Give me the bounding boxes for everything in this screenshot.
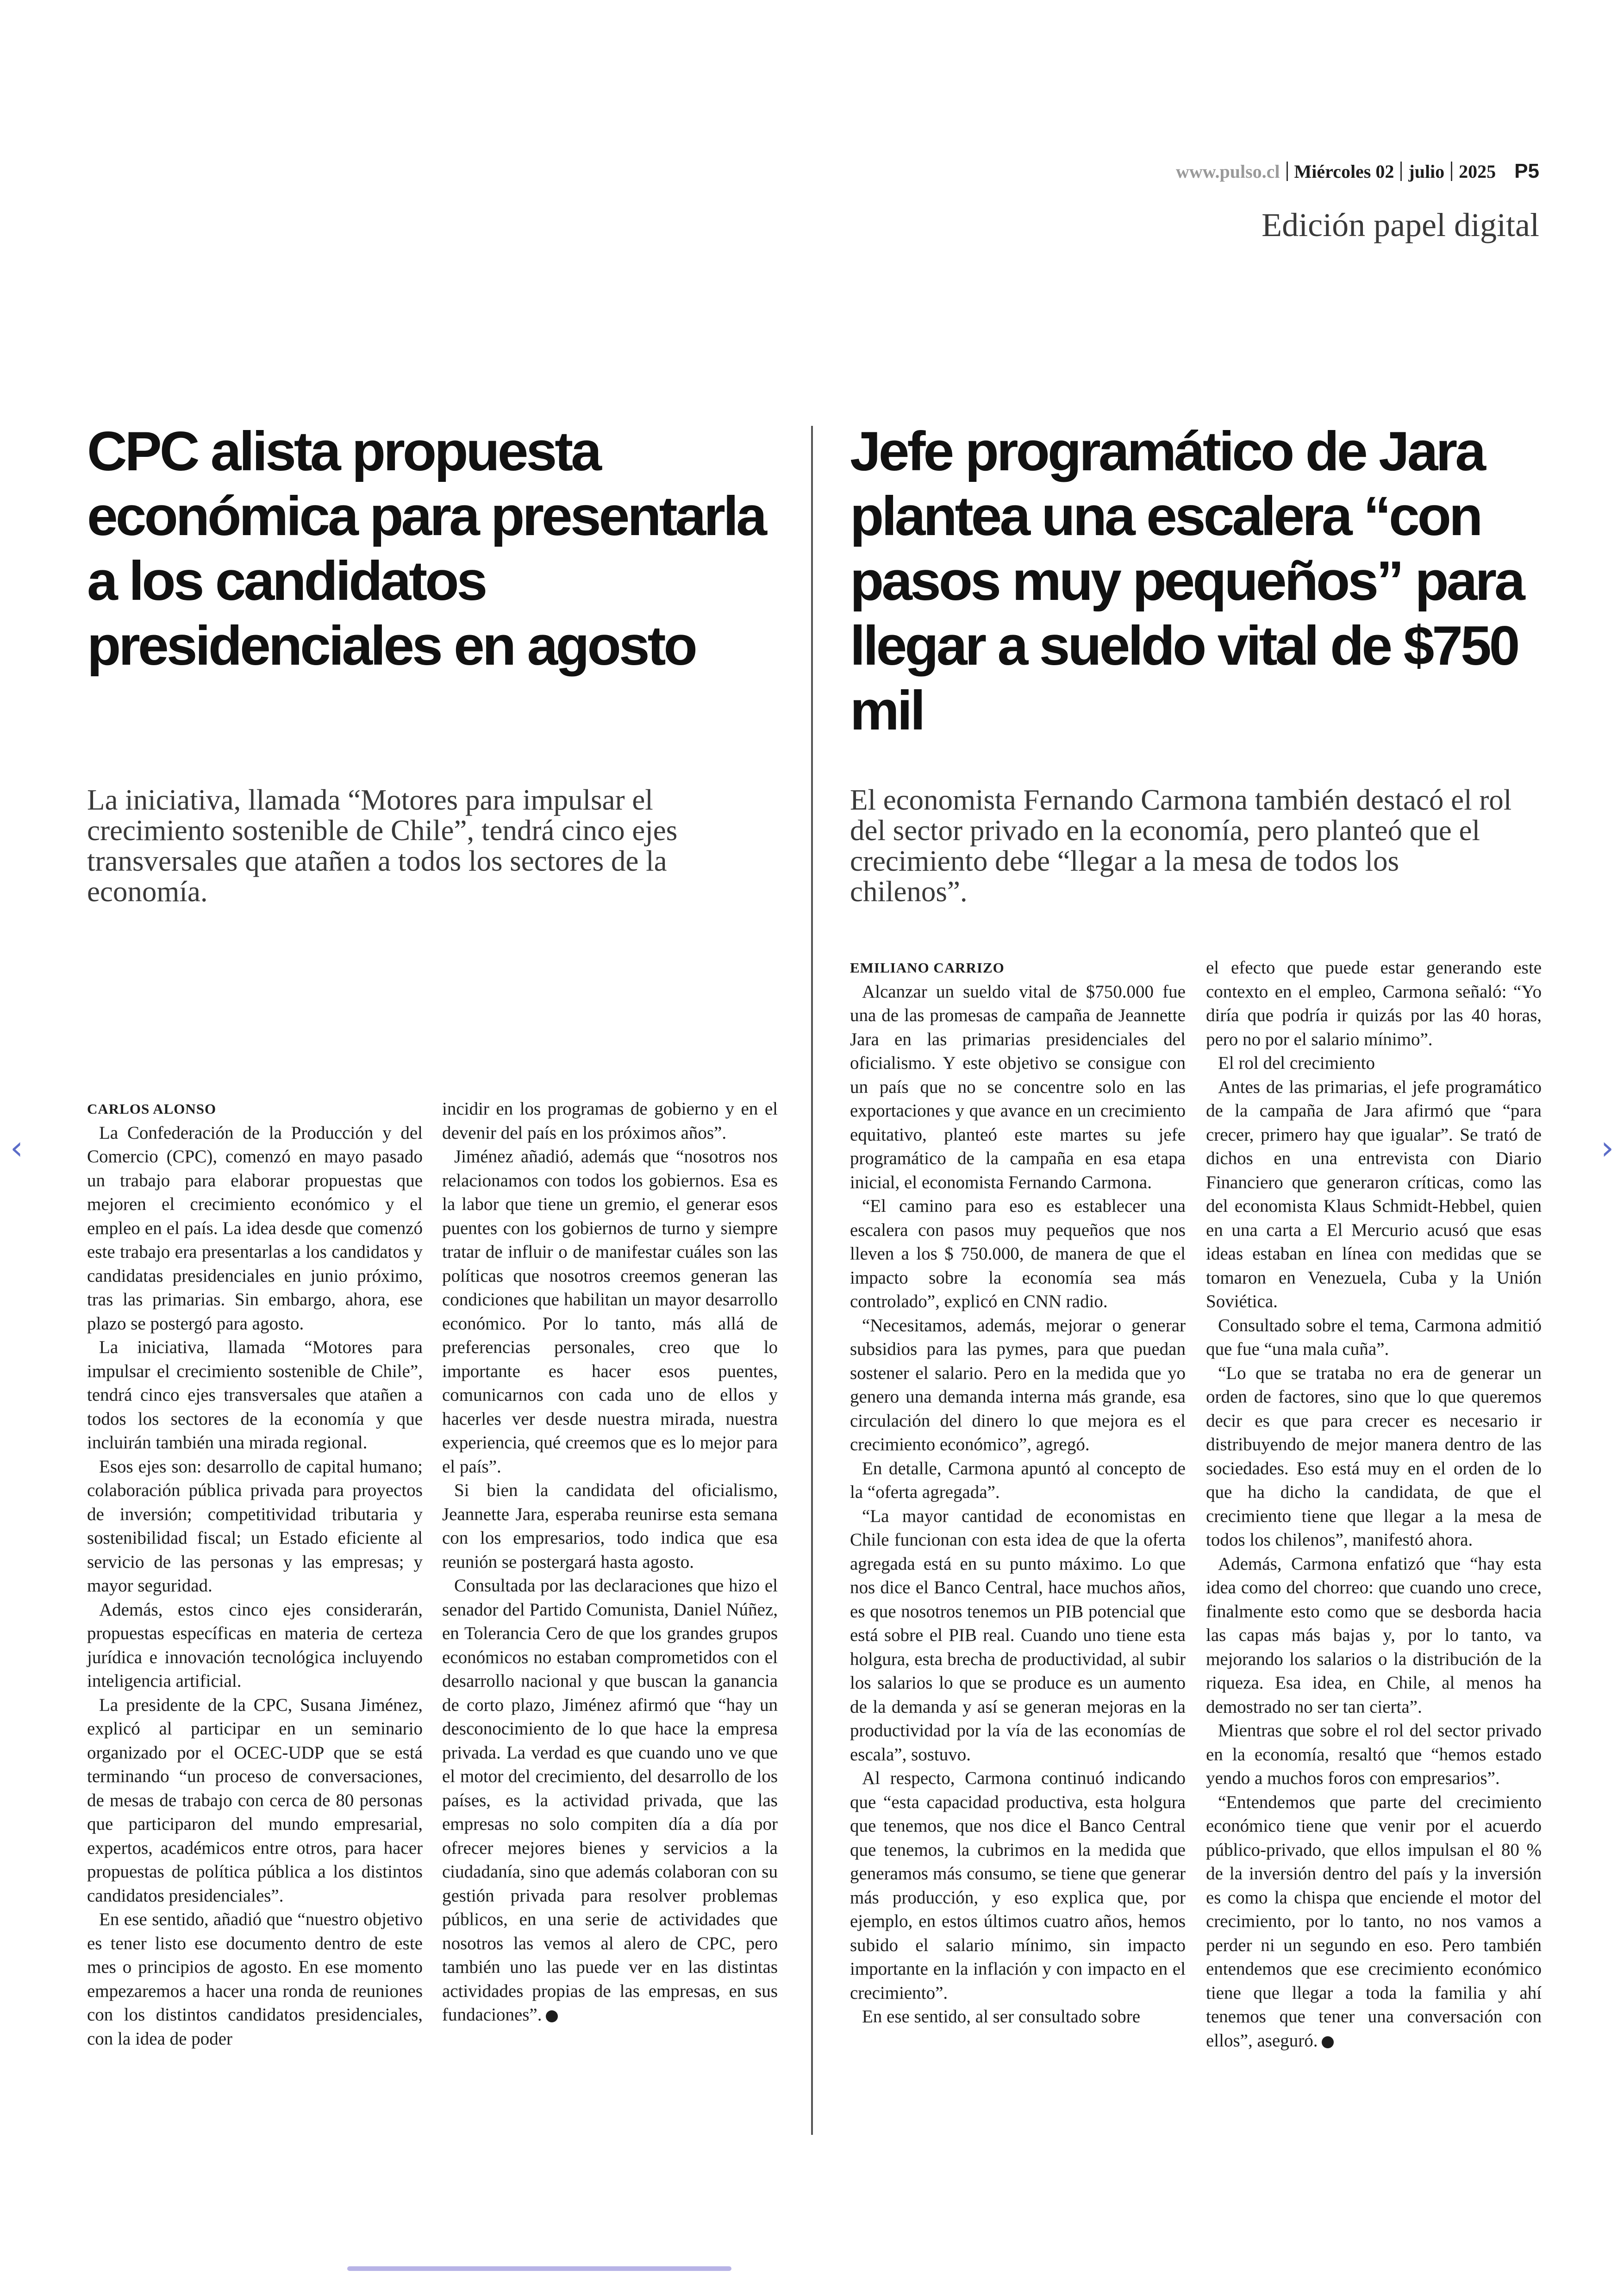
left-paragraph: Esos ejes son: desarrollo de capital humano; colaboración pública privada para proyectos de inversión; competitividad tributaria y sostenibilidad fiscal; un Estado eficiente al servicio de las personas y las empresas; y mayor seguridad. — [87, 1456, 423, 1596]
right-paragraph-text: “Entendemos que parte del crecimiento económico tiene que venir por el acuerdo público-privado, que ellos impulsan el 80 % de la inversión dentro del país y la inversión es como la chispa que enciende el motor del crecimiento, por lo tanto, no nos vamos a perder ni un segundo en eso. Pero también entendemos que ese crecimiento económico tiene que llegar a toda la familia y ahí tenemos que tener una conversación con ellos”, aseguró. — [1206, 1792, 1542, 2051]
right-paragraph: Además, Carmona enfatizó que “hay esta idea como del chorreo: que cuando uno crece, finalmente esto como que se desborda hacia las capas más bajas y, por lo tanto, va mejorando los salarios o la distribución de la riqueza. Esa idea, en Chile, al menos ha demostrado no ser tan cierta”. — [1206, 1553, 1542, 1717]
header-day: Miércoles 02 — [1294, 161, 1394, 182]
column-divider — [811, 426, 813, 2135]
right-paragraph — [1206, 1790, 1542, 2053]
left-paragraph: incidir en los programas de gobierno y en el devenir del país en los próximos años”. — [442, 1099, 778, 1143]
left-paragraph-text: Consultada por las declaraciones que hizo el senador del Partido Comunista, Daniel Núñez, en Tolerancia Cero de que los grandes grupos económicos no estaban comprometidos con el desarrollo nacional y que buscan la ganancia de corto plazo, Jiménez afirmó que “hay un desconocimiento de lo que hace la empresa privada. La verdad es que cuando uno ve que el motor del crecimiento, del desarrollo de los países, es la actividad privada, que las empresas no solo compiten día a día por ofrecer mejores bienes y servicios a la ciudadanía, sino que además colaboran con su gestión privada para resolver problemas públicos, en una serie de actividades que nosotros las vemos al alero de CPC, pero también uno las puede ver en las distintas actividades propias de las empresas, en sus fundaciones”. — [442, 1576, 778, 2025]
header-separator — [1451, 162, 1452, 181]
right-paragraph: “La mayor cantidad de economistas en Chile funcionan con esta idea de que la oferta agregada está en su punto máximo. Lo que nos dice el Banco Central, hace muchos años, es que nosotros tenemos un PIB potencial que está sobre el PIB real. Cuando uno tiene esta holgura, esta brecha de productividad, al subir los salarios lo que se produce es un aumento de la demanda y así se generan mejoras en la productividad por la vía de las economías de escala”, sostuvo. — [850, 1506, 1186, 1765]
right-paragraph: el efecto que puede estar generando este contexto en el empleo, Carmona señaló: “Yo diría que podría ir quizás por las 40 horas, pero no por el salario mínimo”. — [1206, 958, 1542, 1049]
right-subhead: El rol del crecimiento — [1218, 1053, 1375, 1073]
right-paragraph: “Lo que se trataba no era de generar un orden de factores, sino que lo que queremos decir es que para crecer es necesario ir distribuyendo de mejor manera dentro de las sociedades. Eso está muy en el orden de lo que ha dicho la candidata, de que el crecimiento tiene que llegar a la mesa de todos los chilenos”, manifestó ahora. — [1206, 1363, 1542, 1550]
right-paragraph: “Necesitamos, además, mejorar o generar subsidios para las pymes, para que puedan sostener el salario. Pero en la medida que yo genero una demanda interna más grande, esa circulación del dinero lo que mejora es el crecimiento económico”, agregó. — [850, 1315, 1186, 1454]
edition-label: Edición papel digital — [1262, 206, 1539, 243]
left-paragraph: Si bien la candidata del oficialismo, Jeannette Jara, esperaba reunirse esta semana con los empresarios, todo indica que esa reunión se postergará hasta agosto. — [442, 1480, 778, 1572]
right-paragraph: En ese sentido, al ser consultado sobre — [862, 2007, 1141, 2027]
header-month: julio — [1408, 161, 1445, 182]
left-headline: CPC alista propuesta económica para presentarla a los candidatos presidenciales en agosto — [87, 420, 765, 677]
left-paragraph: La Confederación de la Producción y del Comercio (CPC), comenzó en mayo pasado un trabajo para elaborar propuestas que mejoren el crecimiento económico y el empleo en el país. La idea desde que comenzó este trabajo era presentarlas a los candidatos y candidatas presidenciales en junio próximo, tras las primarias. Sin embargo, ahora, ese plazo se postergó para agosto. — [87, 1123, 423, 1334]
left-paragraph — [442, 1574, 778, 2027]
header-year: 2025 — [1459, 161, 1496, 182]
horizontal-scrollbar[interactable] — [347, 2266, 731, 2271]
page-number: P5 — [1514, 160, 1539, 182]
left-article-column-1 — [87, 1097, 423, 2051]
right-paragraph: “El camino para eso es establecer una escalera con pasos muy pequeños que nos lleven a los $ 750.000, de manera de que el impacto sobre la economía sea más controlado”, explicó en CNN radio. — [850, 1196, 1186, 1311]
right-article-column-2 — [1206, 956, 1542, 2052]
left-paragraph: Además, estos cinco ejes considerarán, propuestas específicas en materia de certeza jurídica e innovación tecnológica incluyendo inteligencia artificial. — [87, 1599, 423, 1691]
left-deck: La iniciativa, llamada “Motores para impulsar el crecimiento sostenible de Chile”, tendrá cinco ejes transversales que atañen a todos los sectores de la economía. — [87, 784, 678, 908]
chevron-left-icon[interactable]: ‹ — [10, 1129, 23, 1167]
left-paragraph: Jiménez añadió, además que “nosotros nos relacionamos con todos los gobiernos. Esa es la labor que tiene un gremio, el generar esos puentes con los gobiernos de turno y siempre tratar de influir o de manifestar cuáles son las políticas que nosotros creemos generan las condiciones que habilitan un mayor desarrollo económico. Por lo tanto, más allá de preferencias personales, creo que lo importante es hacer esos puentes, comunicarnos con cada uno de ellos y hacerles ver desde nuestra mirada, nuestra experiencia, qué creemos que es lo mejor para el país”. — [442, 1147, 778, 1477]
left-article-column-2 — [442, 1097, 778, 2027]
right-paragraph: Alcanzar un sueldo vital de $750.000 fue una de las promesas de campaña de Jeannette Jara en las primarias presidenciales del oficialismo. Y este objetivo se consigue con un país que no se concentre solo en las exportaciones y que avance en un crecimiento equitativo, planteó este martes su jefe programático de la campaña en esa etapa inicial, el economista Fernando Carmona. — [850, 981, 1186, 1192]
right-byline: EMILIANO CARRIZO — [850, 960, 1005, 976]
right-article-column-1 — [850, 956, 1186, 2029]
end-mark-icon — [546, 2010, 558, 2022]
left-paragraph: La iniciativa, llamada “Motores para impulsar el crecimiento sostenible de Chile”, tendrá cinco ejes transversales que atañen a todos los sectores de la economía y que incluirán también una mirada regional. — [87, 1337, 423, 1453]
header-separator — [1400, 162, 1402, 181]
right-headline: Jefe programático de Jara plantea una escalera “con pasos muy pequeños” para llegar a sueldo vital de $750 mil — [850, 420, 1523, 742]
right-paragraph: En detalle, Carmona apuntó al concepto de la “oferta agregada”. — [850, 1458, 1186, 1502]
chevron-right-icon[interactable]: › — [1601, 1129, 1614, 1167]
site-url: www.pulso.cl — [1176, 161, 1280, 182]
page-header — [1176, 160, 1539, 183]
header-separator — [1287, 162, 1288, 181]
left-paragraph: En ese sentido, añadió que “nuestro objetivo es tener listo ese documento dentro de este mes o principios de agosto. En ese momento empezaremos a hacer una ronda de reuniones con los distintos candidatos presidenciales, con la idea de poder — [87, 1909, 423, 2049]
right-deck: El economista Fernando Carmona también destacó el rol del sector privado en la economía, pero planteó que el crecimiento debe “llegar a la mesa de todos los chilenos”. — [850, 784, 1512, 908]
left-byline: CARLOS ALONSO — [87, 1101, 217, 1117]
left-paragraph: La presidente de la CPC, Susana Jiménez, explicó al participar en un seminario organizado por el OCEC-UDP que se está terminando “un proceso de conversaciones, de mesas de trabajo con cerca de 80 personas que participaron del mundo empresarial, expertos, académicos entre otros, para hacer propuestas de política pública a los distintos candidatos presidenciales”. — [87, 1695, 423, 1906]
right-paragraph: Consultado sobre el tema, Carmona admitió que fue “una mala cuña”. — [1206, 1315, 1542, 1359]
end-mark-icon — [1322, 2036, 1334, 2048]
right-paragraph: Al respecto, Carmona continuó indicando que “esta capacidad productiva, esta holgura que tenemos, que nos dice el Banco Central que tenemos, la cubrimos en la medida que generamos más consumo, se tiene que generar más producción, y eso explica que, por ejemplo, en estos últimos cuatro años, hemos subido el salario mínimo, sin impacto importante en la inflación y con impacto en el crecimiento”. — [850, 1768, 1186, 2003]
right-paragraph: Antes de las primarias, el jefe programático de la campaña de Jara afirmó que “para crecer, primero hay que igualar”. Se trató de dichos en una entrevista con Diario Financiero que generaron críticas, como las del economista Klaus Schmidt-Hebbel, quien en una carta a El Mercurio acusó que esas ideas estaban en línea con medidas que se tomaron en Venezuela, Cuba y la Unión Soviética. — [1206, 1077, 1542, 1311]
right-paragraph: Mientras que sobre el rol del sector privado en la economía, resaltó que “hemos estado yendo a muchos foros con empresarios”. — [1206, 1721, 1542, 1788]
